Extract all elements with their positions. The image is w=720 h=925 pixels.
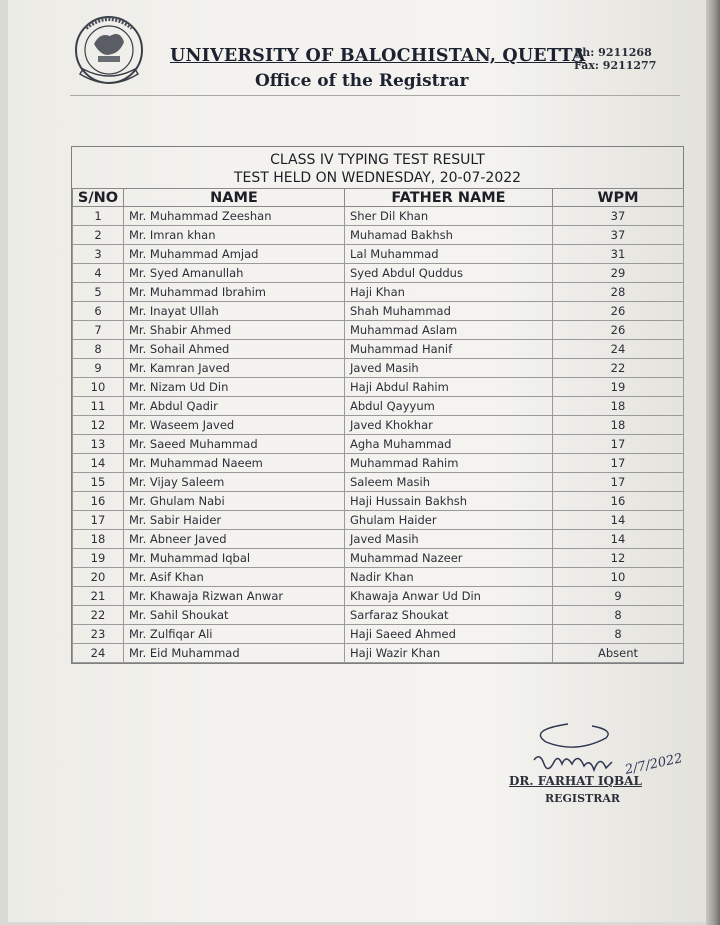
cell-name: Mr. Muhammad Naeem bbox=[124, 454, 345, 473]
test-date: TEST HELD ON WEDNESDAY, 20-07-2022 bbox=[233, 170, 522, 186]
cell-wpm: 37 bbox=[553, 226, 684, 245]
table-row bbox=[73, 340, 684, 359]
table-row bbox=[73, 302, 684, 321]
table-header-row bbox=[73, 189, 684, 207]
cell-father-name: Ghulam Haider bbox=[345, 511, 553, 530]
column-header-name: NAME bbox=[124, 189, 345, 207]
cell-sno: 20 bbox=[73, 568, 124, 587]
cell-wpm: 24 bbox=[553, 340, 684, 359]
cell-name: Mr. Waseem Javed bbox=[124, 416, 345, 435]
table-row bbox=[73, 587, 684, 606]
office-title: Office of the Registrar bbox=[255, 71, 469, 91]
cell-wpm: 37 bbox=[553, 207, 684, 226]
registrar-name: DR. FARHAT IQBAL bbox=[509, 774, 642, 788]
cell-sno: 12 bbox=[73, 416, 124, 435]
cell-sno: 8 bbox=[73, 340, 124, 359]
cell-wpm: 28 bbox=[553, 283, 684, 302]
cell-sno: 24 bbox=[73, 644, 124, 663]
cell-wpm: 26 bbox=[553, 321, 684, 340]
table-row bbox=[73, 511, 684, 530]
cell-wpm: 22 bbox=[553, 359, 684, 378]
cell-sno: 7 bbox=[73, 321, 124, 340]
table-row bbox=[73, 625, 684, 644]
table-row bbox=[73, 397, 684, 416]
table-row bbox=[73, 435, 684, 454]
table-row bbox=[73, 283, 684, 302]
cell-name: Mr. Ghulam Nabi bbox=[124, 492, 345, 511]
cell-name: Mr. Zulfiqar Ali bbox=[124, 625, 345, 644]
cell-sno: 5 bbox=[73, 283, 124, 302]
table-row bbox=[73, 226, 684, 245]
cell-sno: 6 bbox=[73, 302, 124, 321]
table-title: CLASS IV TYPING TEST RESULT bbox=[270, 152, 485, 168]
cell-name: Mr. Vijay Saleem bbox=[124, 473, 345, 492]
cell-wpm: 14 bbox=[553, 530, 684, 549]
cell-name: Mr. Muhammad Ibrahim bbox=[124, 283, 345, 302]
cell-name: Mr. Kamran Javed bbox=[124, 359, 345, 378]
cell-sno: 15 bbox=[73, 473, 124, 492]
result-table bbox=[71, 146, 684, 664]
cell-father-name: Nadir Khan bbox=[345, 568, 553, 587]
cell-name: Mr. Muhammad Iqbal bbox=[124, 549, 345, 568]
table-body bbox=[73, 207, 684, 663]
cell-father-name: Haji Khan bbox=[345, 283, 553, 302]
column-header-wpm: WPM bbox=[553, 189, 684, 207]
cell-name: Mr. Abdul Qadir bbox=[124, 397, 345, 416]
cell-wpm: 16 bbox=[553, 492, 684, 511]
table-row bbox=[73, 492, 684, 511]
cell-father-name: Abdul Qayyum bbox=[345, 397, 553, 416]
column-header-sno: S/NO bbox=[73, 189, 124, 207]
fax-number: Fax: 9211277 bbox=[574, 59, 657, 72]
table-row bbox=[73, 606, 684, 625]
cell-father-name: Javed Masih bbox=[345, 530, 553, 549]
cell-wpm: 9 bbox=[553, 587, 684, 606]
cell-wpm: 10 bbox=[553, 568, 684, 587]
cell-name: Mr. Nizam Ud Din bbox=[124, 378, 345, 397]
table-row bbox=[73, 378, 684, 397]
cell-wpm: 12 bbox=[553, 549, 684, 568]
cell-name: Mr. Asif Khan bbox=[124, 568, 345, 587]
header-divider bbox=[70, 95, 680, 96]
cell-name: Mr. Sahil Shoukat bbox=[124, 606, 345, 625]
cell-sno: 3 bbox=[73, 245, 124, 264]
cell-father-name: Muhamad Bakhsh bbox=[345, 226, 553, 245]
university-seal-icon bbox=[72, 14, 146, 90]
cell-father-name: Haji Hussain Bakhsh bbox=[345, 492, 553, 511]
cell-father-name: Muhammad Aslam bbox=[345, 321, 553, 340]
university-name: UNIVERSITY OF BALOCHISTAN, QUETTA bbox=[170, 46, 586, 66]
cell-sno: 2 bbox=[73, 226, 124, 245]
cell-sno: 13 bbox=[73, 435, 124, 454]
cell-name: Mr. Eid Muhammad bbox=[124, 644, 345, 663]
table-row bbox=[73, 530, 684, 549]
cell-father-name: Saleem Masih bbox=[345, 473, 553, 492]
table-row bbox=[73, 321, 684, 340]
registrar-signature bbox=[508, 716, 718, 826]
cell-sno: 14 bbox=[73, 454, 124, 473]
cell-sno: 22 bbox=[73, 606, 124, 625]
column-header-father-name: FATHER NAME bbox=[345, 189, 553, 207]
cell-name: Mr. Syed Amanullah bbox=[124, 264, 345, 283]
cell-name: Mr. Khawaja Rizwan Anwar bbox=[124, 587, 345, 606]
cell-name: Mr. Sabir Haider bbox=[124, 511, 345, 530]
cell-father-name: Haji Wazir Khan bbox=[345, 644, 553, 663]
table-row bbox=[73, 245, 684, 264]
table-caption bbox=[72, 147, 683, 188]
registrar-title: REGISTRAR bbox=[545, 792, 621, 805]
table-row bbox=[73, 359, 684, 378]
cell-wpm: Absent bbox=[553, 644, 684, 663]
phone-number: Ph: 9211268 bbox=[574, 46, 652, 59]
cell-wpm: 8 bbox=[553, 606, 684, 625]
cell-sno: 9 bbox=[73, 359, 124, 378]
cell-name: Mr. Inayat Ullah bbox=[124, 302, 345, 321]
cell-name: Mr. Shabir Ahmed bbox=[124, 321, 345, 340]
cell-sno: 23 bbox=[73, 625, 124, 644]
table-row bbox=[73, 264, 684, 283]
table-row bbox=[73, 207, 684, 226]
cell-sno: 16 bbox=[73, 492, 124, 511]
cell-father-name: Muhammad Hanif bbox=[345, 340, 553, 359]
cell-father-name: Haji Abdul Rahim bbox=[345, 378, 553, 397]
cell-wpm: 14 bbox=[553, 511, 684, 530]
cell-sno: 1 bbox=[73, 207, 124, 226]
cell-father-name: Khawaja Anwar Ud Din bbox=[345, 587, 553, 606]
cell-father-name: Muhammad Rahim bbox=[345, 454, 553, 473]
cell-father-name: Lal Muhammad bbox=[345, 245, 553, 264]
cell-sno: 10 bbox=[73, 378, 124, 397]
table-row bbox=[73, 644, 684, 663]
cell-father-name: Shah Muhammad bbox=[345, 302, 553, 321]
cell-wpm: 17 bbox=[553, 473, 684, 492]
cell-father-name: Syed Abdul Quddus bbox=[345, 264, 553, 283]
cell-sno: 19 bbox=[73, 549, 124, 568]
cell-sno: 4 bbox=[73, 264, 124, 283]
cell-father-name: Javed Masih bbox=[345, 359, 553, 378]
cell-wpm: 18 bbox=[553, 416, 684, 435]
cell-father-name: Javed Khokhar bbox=[345, 416, 553, 435]
cell-name: Mr. Muhammad Amjad bbox=[124, 245, 345, 264]
cell-wpm: 29 bbox=[553, 264, 684, 283]
cell-wpm: 26 bbox=[553, 302, 684, 321]
results-grid bbox=[72, 188, 684, 663]
cell-wpm: 17 bbox=[553, 454, 684, 473]
cell-sno: 17 bbox=[73, 511, 124, 530]
table-row bbox=[73, 473, 684, 492]
contact-info bbox=[574, 46, 656, 72]
cell-father-name: Sarfaraz Shoukat bbox=[345, 606, 553, 625]
cell-wpm: 31 bbox=[553, 245, 684, 264]
cell-father-name: Haji Saeed Ahmed bbox=[345, 625, 553, 644]
table-row bbox=[73, 416, 684, 435]
cell-wpm: 19 bbox=[553, 378, 684, 397]
cell-father-name: Sher Dil Khan bbox=[345, 207, 553, 226]
cell-sno: 21 bbox=[73, 587, 124, 606]
cell-wpm: 17 bbox=[553, 435, 684, 454]
cell-sno: 11 bbox=[73, 397, 124, 416]
cell-name: Mr. Muhammad Zeeshan bbox=[124, 207, 345, 226]
cell-name: Mr. Sohail Ahmed bbox=[124, 340, 345, 359]
cell-father-name: Muhammad Nazeer bbox=[345, 549, 553, 568]
cell-wpm: 18 bbox=[553, 397, 684, 416]
table-row bbox=[73, 454, 684, 473]
cell-wpm: 8 bbox=[553, 625, 684, 644]
cell-name: Mr. Imran khan bbox=[124, 226, 345, 245]
cell-father-name: Agha Muhammad bbox=[345, 435, 553, 454]
handwritten-date: 2/7/2022 bbox=[623, 751, 684, 778]
cell-name: Mr. Saeed Muhammad bbox=[124, 435, 345, 454]
table-row bbox=[73, 568, 684, 587]
cell-name: Mr. Abneer Javed bbox=[124, 530, 345, 549]
table-row bbox=[73, 549, 684, 568]
cell-sno: 18 bbox=[73, 530, 124, 549]
